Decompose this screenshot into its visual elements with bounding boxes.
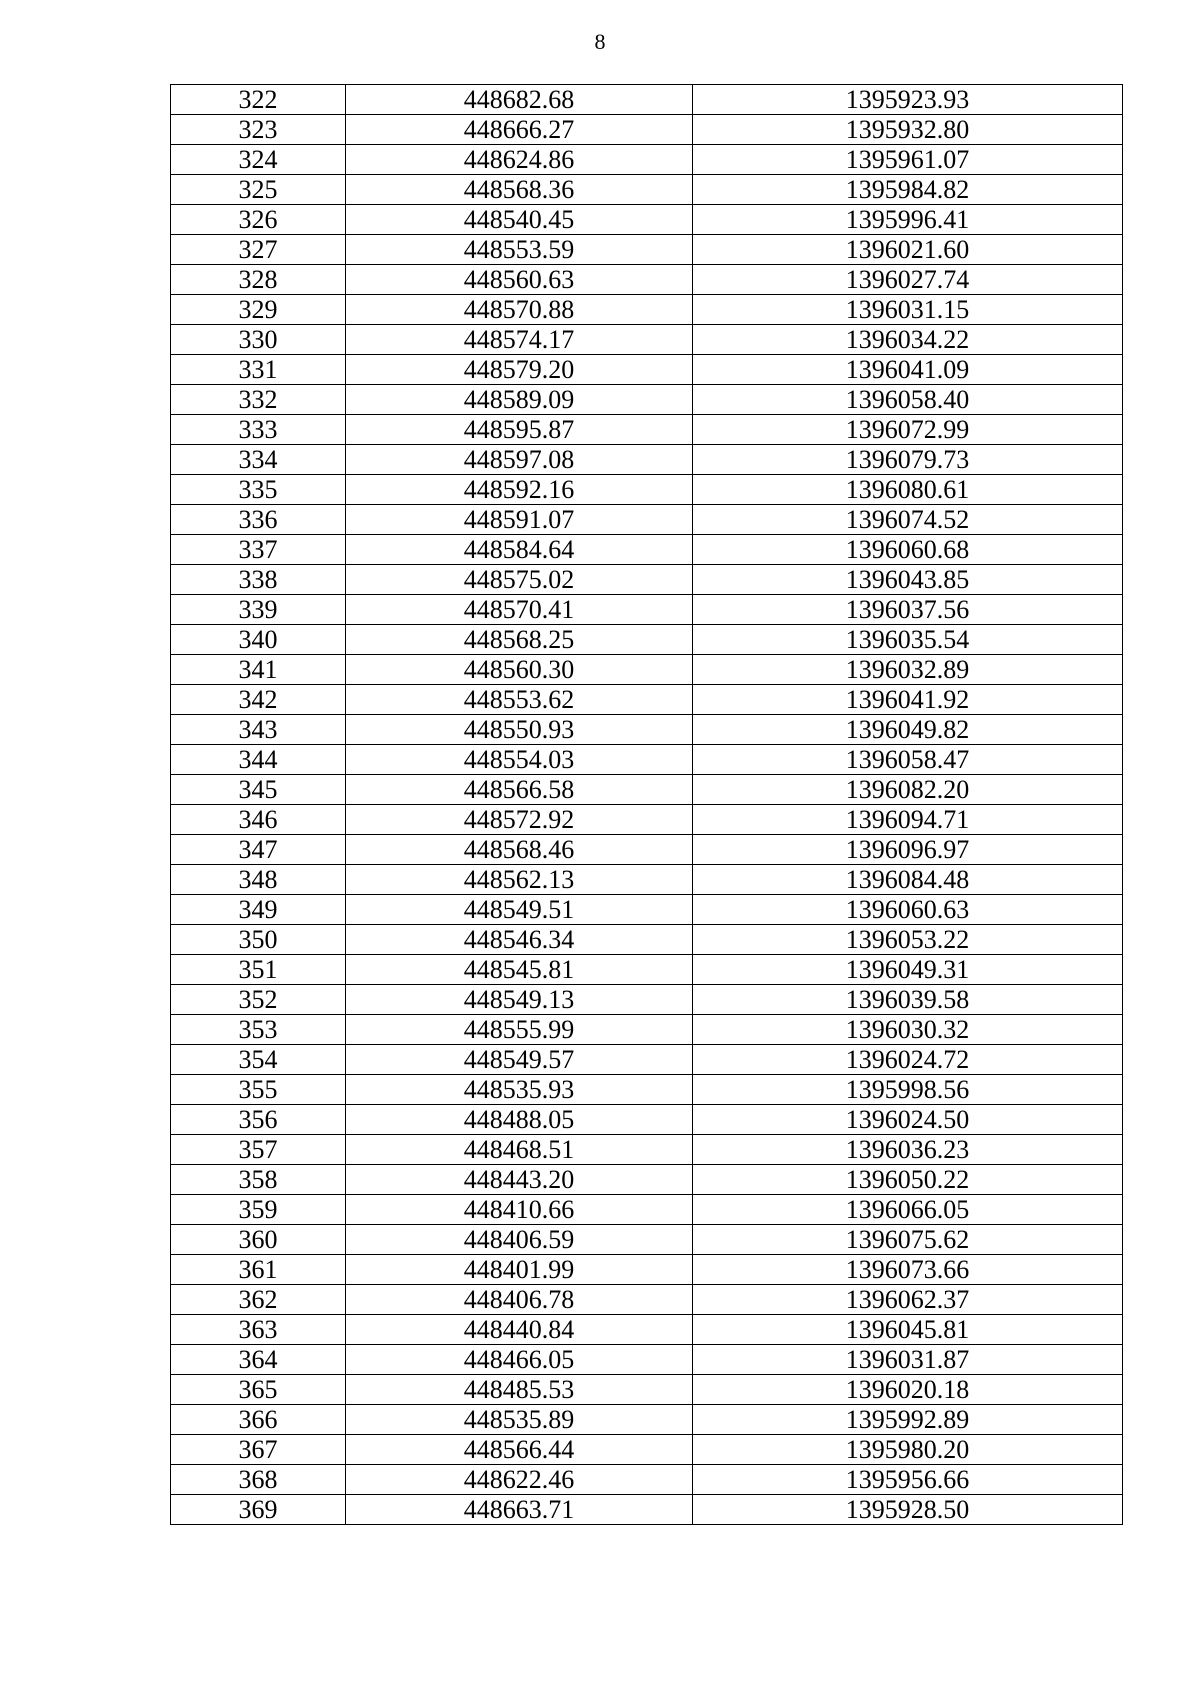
point-number-cell: 323 (171, 115, 346, 145)
point-number-cell: 333 (171, 415, 346, 445)
x-coordinate-cell: 448406.78 (346, 1285, 693, 1315)
x-coordinate-cell: 448550.93 (346, 715, 693, 745)
table-row (171, 1375, 1123, 1405)
y-coordinate-cell: 1396050.22 (693, 1165, 1123, 1195)
point-number-cell: 324 (171, 145, 346, 175)
table-row (171, 325, 1123, 355)
point-number-cell: 329 (171, 295, 346, 325)
point-number-cell: 341 (171, 655, 346, 685)
point-number-cell: 353 (171, 1015, 346, 1045)
table-row (171, 655, 1123, 685)
x-coordinate-cell: 448566.44 (346, 1435, 693, 1465)
y-coordinate-cell: 1396066.05 (693, 1195, 1123, 1225)
table-row (171, 1105, 1123, 1135)
y-coordinate-cell: 1396035.54 (693, 625, 1123, 655)
y-coordinate-cell: 1395998.56 (693, 1075, 1123, 1105)
table-row (171, 1285, 1123, 1315)
table-row (171, 925, 1123, 955)
table-row (171, 115, 1123, 145)
x-coordinate-cell: 448579.20 (346, 355, 693, 385)
table-row (171, 745, 1123, 775)
y-coordinate-cell: 1396058.47 (693, 745, 1123, 775)
y-coordinate-cell: 1396053.22 (693, 925, 1123, 955)
point-number-cell: 356 (171, 1105, 346, 1135)
y-coordinate-cell: 1395984.82 (693, 175, 1123, 205)
y-coordinate-cell: 1396041.09 (693, 355, 1123, 385)
point-number-cell: 365 (171, 1375, 346, 1405)
y-coordinate-cell: 1396060.68 (693, 535, 1123, 565)
point-number-cell: 366 (171, 1405, 346, 1435)
y-coordinate-cell: 1396074.52 (693, 505, 1123, 535)
point-number-cell: 361 (171, 1255, 346, 1285)
point-number-cell: 337 (171, 535, 346, 565)
x-coordinate-cell: 448622.46 (346, 1465, 693, 1495)
y-coordinate-cell: 1396036.23 (693, 1135, 1123, 1165)
x-coordinate-cell: 448566.58 (346, 775, 693, 805)
x-coordinate-cell: 448592.16 (346, 475, 693, 505)
x-coordinate-cell: 448584.64 (346, 535, 693, 565)
point-number-cell: 336 (171, 505, 346, 535)
x-coordinate-cell: 448663.71 (346, 1495, 693, 1525)
point-number-cell: 347 (171, 835, 346, 865)
y-coordinate-cell: 1396030.32 (693, 1015, 1123, 1045)
point-number-cell: 355 (171, 1075, 346, 1105)
y-coordinate-cell: 1396024.72 (693, 1045, 1123, 1075)
x-coordinate-cell: 448575.02 (346, 565, 693, 595)
point-number-cell: 326 (171, 205, 346, 235)
table-row (171, 265, 1123, 295)
coordinates-table-body (171, 85, 1123, 1525)
table-row (171, 1135, 1123, 1165)
x-coordinate-cell: 448546.34 (346, 925, 693, 955)
table-row (171, 835, 1123, 865)
y-coordinate-cell: 1396075.62 (693, 1225, 1123, 1255)
point-number-cell: 349 (171, 895, 346, 925)
x-coordinate-cell: 448545.81 (346, 955, 693, 985)
y-coordinate-cell: 1395961.07 (693, 145, 1123, 175)
table-row (171, 775, 1123, 805)
point-number-cell: 327 (171, 235, 346, 265)
x-coordinate-cell: 448440.84 (346, 1315, 693, 1345)
x-coordinate-cell: 448560.63 (346, 265, 693, 295)
y-coordinate-cell: 1396096.97 (693, 835, 1123, 865)
y-coordinate-cell: 1396020.18 (693, 1375, 1123, 1405)
table-row (171, 145, 1123, 175)
table-row (171, 175, 1123, 205)
y-coordinate-cell: 1396049.31 (693, 955, 1123, 985)
table-row (171, 805, 1123, 835)
y-coordinate-cell: 1396039.58 (693, 985, 1123, 1015)
y-coordinate-cell: 1396037.56 (693, 595, 1123, 625)
x-coordinate-cell: 448488.05 (346, 1105, 693, 1135)
x-coordinate-cell: 448468.51 (346, 1135, 693, 1165)
table-row (171, 715, 1123, 745)
x-coordinate-cell: 448574.17 (346, 325, 693, 355)
point-number-cell: 368 (171, 1465, 346, 1495)
table-row (171, 1225, 1123, 1255)
point-number-cell: 346 (171, 805, 346, 835)
table-row (171, 625, 1123, 655)
point-number-cell: 345 (171, 775, 346, 805)
point-number-cell: 348 (171, 865, 346, 895)
table-row (171, 955, 1123, 985)
point-number-cell: 330 (171, 325, 346, 355)
y-coordinate-cell: 1395992.89 (693, 1405, 1123, 1435)
point-number-cell: 367 (171, 1435, 346, 1465)
y-coordinate-cell: 1395932.80 (693, 115, 1123, 145)
y-coordinate-cell: 1396072.99 (693, 415, 1123, 445)
x-coordinate-cell: 448466.05 (346, 1345, 693, 1375)
point-number-cell: 342 (171, 685, 346, 715)
point-number-cell: 369 (171, 1495, 346, 1525)
y-coordinate-cell: 1395928.50 (693, 1495, 1123, 1525)
point-number-cell: 344 (171, 745, 346, 775)
x-coordinate-cell: 448549.13 (346, 985, 693, 1015)
table-row (171, 1075, 1123, 1105)
x-coordinate-cell: 448568.25 (346, 625, 693, 655)
y-coordinate-cell: 1396080.61 (693, 475, 1123, 505)
table-row (171, 1405, 1123, 1435)
table-row (171, 85, 1123, 115)
point-number-cell: 338 (171, 565, 346, 595)
y-coordinate-cell: 1396027.74 (693, 265, 1123, 295)
y-coordinate-cell: 1396073.66 (693, 1255, 1123, 1285)
table-row (171, 1255, 1123, 1285)
table-row (171, 445, 1123, 475)
x-coordinate-cell: 448560.30 (346, 655, 693, 685)
point-number-cell: 352 (171, 985, 346, 1015)
y-coordinate-cell: 1396041.92 (693, 685, 1123, 715)
x-coordinate-cell: 448572.92 (346, 805, 693, 835)
point-number-cell: 351 (171, 955, 346, 985)
y-coordinate-cell: 1396045.81 (693, 1315, 1123, 1345)
x-coordinate-cell: 448540.45 (346, 205, 693, 235)
table-row (171, 475, 1123, 505)
x-coordinate-cell: 448595.87 (346, 415, 693, 445)
table-row (171, 1165, 1123, 1195)
y-coordinate-cell: 1396082.20 (693, 775, 1123, 805)
x-coordinate-cell: 448553.59 (346, 235, 693, 265)
x-coordinate-cell: 448535.93 (346, 1075, 693, 1105)
table-row (171, 505, 1123, 535)
y-coordinate-cell: 1396079.73 (693, 445, 1123, 475)
table-row (171, 385, 1123, 415)
table-row (171, 1435, 1123, 1465)
y-coordinate-cell: 1396060.63 (693, 895, 1123, 925)
x-coordinate-cell: 448624.86 (346, 145, 693, 175)
x-coordinate-cell: 448570.41 (346, 595, 693, 625)
x-coordinate-cell: 448570.88 (346, 295, 693, 325)
x-coordinate-cell: 448485.53 (346, 1375, 693, 1405)
point-number-cell: 325 (171, 175, 346, 205)
y-coordinate-cell: 1396062.37 (693, 1285, 1123, 1315)
x-coordinate-cell: 448443.20 (346, 1165, 693, 1195)
y-coordinate-cell: 1396032.89 (693, 655, 1123, 685)
point-number-cell: 322 (171, 85, 346, 115)
coordinates-table (170, 84, 1123, 1525)
point-number-cell: 362 (171, 1285, 346, 1315)
point-number-cell: 357 (171, 1135, 346, 1165)
point-number-cell: 339 (171, 595, 346, 625)
table-row (171, 985, 1123, 1015)
table-row (171, 865, 1123, 895)
x-coordinate-cell: 448410.66 (346, 1195, 693, 1225)
table-row (171, 535, 1123, 565)
x-coordinate-cell: 448682.68 (346, 85, 693, 115)
y-coordinate-cell: 1396031.15 (693, 295, 1123, 325)
y-coordinate-cell: 1395923.93 (693, 85, 1123, 115)
point-number-cell: 332 (171, 385, 346, 415)
table-row (171, 1015, 1123, 1045)
x-coordinate-cell: 448555.99 (346, 1015, 693, 1045)
y-coordinate-cell: 1395996.41 (693, 205, 1123, 235)
point-number-cell: 335 (171, 475, 346, 505)
x-coordinate-cell: 448549.57 (346, 1045, 693, 1075)
table-row (171, 595, 1123, 625)
y-coordinate-cell: 1396034.22 (693, 325, 1123, 355)
x-coordinate-cell: 448553.62 (346, 685, 693, 715)
point-number-cell: 343 (171, 715, 346, 745)
x-coordinate-cell: 448597.08 (346, 445, 693, 475)
table-row (171, 235, 1123, 265)
table-row (171, 1315, 1123, 1345)
y-coordinate-cell: 1396031.87 (693, 1345, 1123, 1375)
y-coordinate-cell: 1396024.50 (693, 1105, 1123, 1135)
table-row (171, 565, 1123, 595)
y-coordinate-cell: 1395980.20 (693, 1435, 1123, 1465)
point-number-cell: 334 (171, 445, 346, 475)
point-number-cell: 364 (171, 1345, 346, 1375)
table-row (171, 355, 1123, 385)
y-coordinate-cell: 1396049.82 (693, 715, 1123, 745)
x-coordinate-cell: 448666.27 (346, 115, 693, 145)
table-row (171, 1465, 1123, 1495)
table-row (171, 895, 1123, 925)
x-coordinate-cell: 448535.89 (346, 1405, 693, 1435)
point-number-cell: 354 (171, 1045, 346, 1075)
point-number-cell: 340 (171, 625, 346, 655)
point-number-cell: 350 (171, 925, 346, 955)
table-row (171, 1195, 1123, 1225)
x-coordinate-cell: 448568.36 (346, 175, 693, 205)
x-coordinate-cell: 448406.59 (346, 1225, 693, 1255)
table-row (171, 295, 1123, 325)
table-row (171, 415, 1123, 445)
point-number-cell: 331 (171, 355, 346, 385)
point-number-cell: 360 (171, 1225, 346, 1255)
point-number-cell: 358 (171, 1165, 346, 1195)
point-number-cell: 363 (171, 1315, 346, 1345)
x-coordinate-cell: 448562.13 (346, 865, 693, 895)
x-coordinate-cell: 448568.46 (346, 835, 693, 865)
point-number-cell: 359 (171, 1195, 346, 1225)
y-coordinate-cell: 1396043.85 (693, 565, 1123, 595)
x-coordinate-cell: 448554.03 (346, 745, 693, 775)
point-number-cell: 328 (171, 265, 346, 295)
x-coordinate-cell: 448589.09 (346, 385, 693, 415)
y-coordinate-cell: 1396021.60 (693, 235, 1123, 265)
table-row (171, 685, 1123, 715)
page-number: 8 (594, 29, 606, 54)
table-row (171, 1345, 1123, 1375)
y-coordinate-cell: 1396058.40 (693, 385, 1123, 415)
y-coordinate-cell: 1396084.48 (693, 865, 1123, 895)
x-coordinate-cell: 448549.51 (346, 895, 693, 925)
x-coordinate-cell: 448401.99 (346, 1255, 693, 1285)
x-coordinate-cell: 448591.07 (346, 505, 693, 535)
table-row (171, 1495, 1123, 1525)
y-coordinate-cell: 1396094.71 (693, 805, 1123, 835)
table-row (171, 1045, 1123, 1075)
table-row (171, 205, 1123, 235)
y-coordinate-cell: 1395956.66 (693, 1465, 1123, 1495)
